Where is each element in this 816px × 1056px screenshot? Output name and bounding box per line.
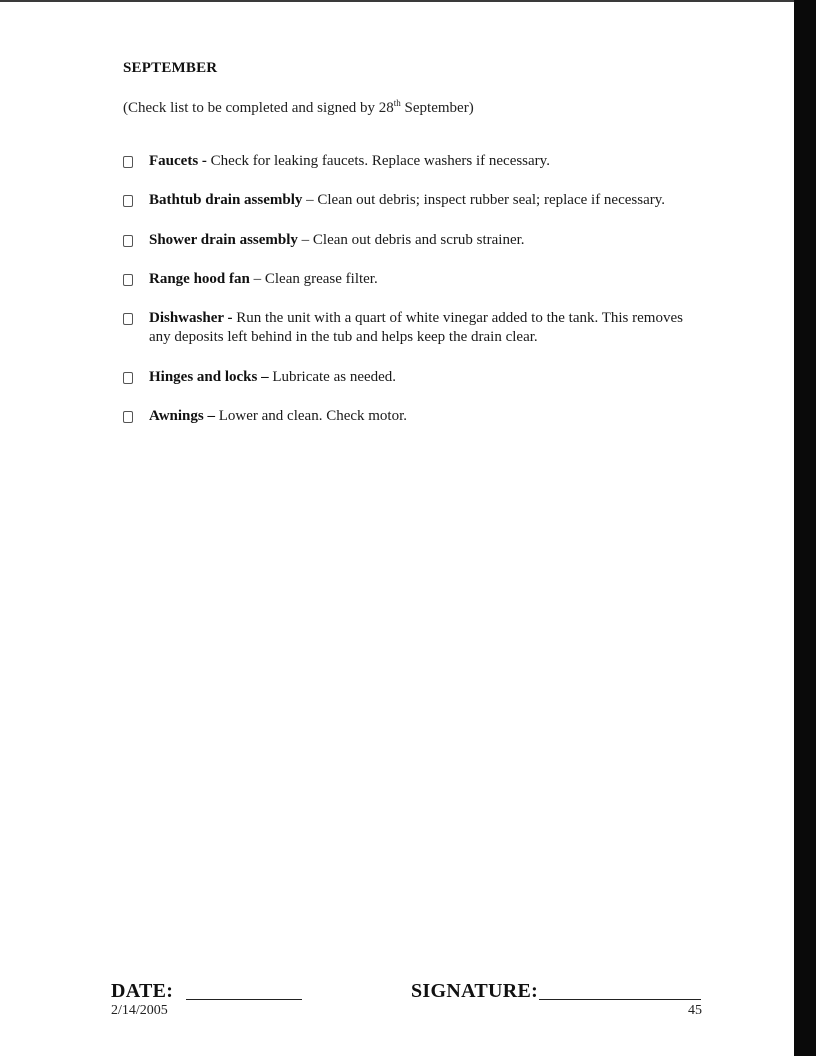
item-description: Check for leaking faucets. Replace washers if necessary.	[206, 153, 550, 169]
checkbox-hinges-locks[interactable]	[123, 372, 133, 384]
item-label: Dishwasher -	[149, 310, 233, 326]
checkbox-bathtub-drain[interactable]	[123, 195, 133, 207]
scan-edge-bar	[794, 0, 816, 1056]
instruction-text-after: September)	[400, 100, 474, 116]
checkbox-faucets[interactable]	[123, 156, 133, 168]
checkbox-dishwasher[interactable]	[123, 313, 133, 325]
item-label: Hinges and locks –	[149, 369, 269, 385]
item-description: – Clean out debris; inspect rubber seal; replace if necessary.	[302, 192, 666, 208]
item-description: – Clean out debris and scrub strainer.	[297, 232, 525, 248]
checklist-item-dishwasher	[123, 309, 683, 347]
instruction-superscript: th	[393, 98, 401, 108]
page-number: 45	[688, 1003, 702, 1018]
item-label: Shower drain assembly	[149, 232, 298, 248]
checklist-item-bathtub-drain	[123, 191, 683, 210]
signature-label: SIGNATURE:	[411, 980, 539, 1002]
item-label: Bathtub drain assembly	[149, 192, 303, 208]
date-label: DATE:	[111, 980, 174, 1002]
item-label: Range hood fan	[149, 271, 250, 287]
item-description: Lubricate as needed.	[268, 369, 397, 385]
maintenance-checklist	[123, 152, 683, 446]
checkbox-range-hood[interactable]	[123, 274, 133, 286]
checklist-item-range-hood	[123, 270, 683, 289]
instruction-text	[123, 100, 474, 117]
item-description: Run the unit with a quart of white vinegar added to the tank. This removes any deposits left behind in the tub and helps keep the drain clear.	[149, 310, 683, 345]
item-description: – Clean grease filter.	[249, 271, 378, 287]
checklist-item-hinges-locks	[123, 368, 683, 387]
checklist-item-faucets	[123, 152, 683, 171]
checkbox-awnings[interactable]	[123, 411, 133, 423]
signature-entry-line[interactable]	[539, 999, 701, 1000]
date-entry-line[interactable]	[186, 999, 302, 1000]
page-title: SEPTEMBER	[123, 60, 218, 76]
document-date: 2/14/2005	[111, 1003, 168, 1018]
checklist-item-awnings	[123, 407, 683, 426]
item-label: Faucets -	[149, 153, 207, 169]
checkbox-shower-drain[interactable]	[123, 235, 133, 247]
instruction-text-before: (Check list to be completed and signed by 28	[123, 100, 394, 116]
item-label: Awnings –	[149, 408, 215, 424]
item-description: Lower and clean. Check motor.	[215, 408, 408, 424]
checklist-item-shower-drain	[123, 231, 683, 250]
